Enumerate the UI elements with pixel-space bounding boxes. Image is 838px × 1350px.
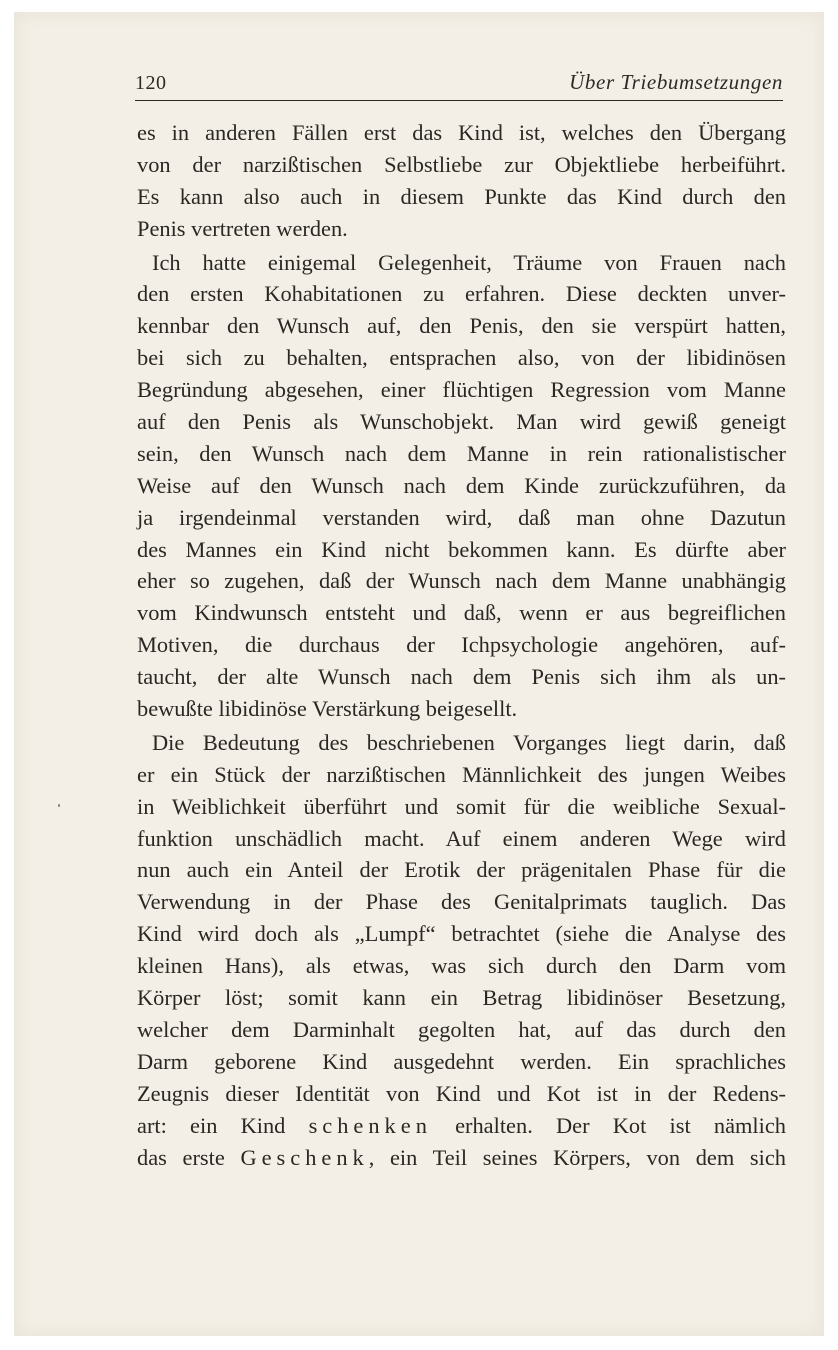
text-segment: , ein Teil seines Körpers, von dem sich bbox=[368, 1144, 787, 1170]
text-line: Penis vertreten werden. bbox=[137, 215, 348, 241]
text-line: Es kann also auch in diesem Punkte das Kind durch den bbox=[137, 183, 786, 209]
text-line: Zeugnis dieser Identität von Kind und Kot ist in der Redens- bbox=[137, 1080, 786, 1106]
text-line: Körper löst; somit kann ein Betrag libidinöser Besetzung, bbox=[137, 985, 786, 1011]
text-line: Verwendung in der Phase des Genitalprimats tauglich. Das bbox=[137, 889, 786, 915]
text-line-spaced-2 bbox=[137, 1142, 786, 1174]
text-line: eher so zugehen, daß der Wunsch nach dem Manne unabhängig bbox=[137, 568, 786, 594]
text-line: in Weiblichkeit überführt und somit für die weibliche Sexual- bbox=[137, 793, 786, 819]
text-line: Darm geborene Kind ausgedehnt werden. Ein sprachliches bbox=[137, 1048, 786, 1074]
text-line: kennbar den Wunsch auf, den Penis, den sie verspürt hatten, bbox=[137, 313, 786, 339]
text-line: er ein Stück der narzißtischen Männlichkeit des jungen Weibes bbox=[137, 761, 786, 787]
page-header bbox=[135, 70, 783, 101]
spaced-emphasis: schenken bbox=[308, 1112, 432, 1138]
text-line: Weise auf den Wunsch nach dem Kinde zurückzuführen, da bbox=[137, 472, 786, 498]
text-line-spaced-1 bbox=[137, 1110, 786, 1142]
text-line: bei sich zu behalten, entsprachen also, von der libidinösen bbox=[137, 345, 786, 371]
text-line: nun auch ein Anteil der Erotik der prägenitalen Phase für die bbox=[137, 857, 786, 883]
text-line: den ersten Kohabitationen zu erfahren. Diese deckten unver- bbox=[137, 281, 786, 307]
text-line: Begründung abgesehen, einer flüchtigen Regression vom Manne bbox=[137, 377, 786, 403]
text-line: vom Kindwunsch entsteht und daß, wenn er aus begreiflichen bbox=[137, 600, 786, 626]
text-line: auf den Penis als Wunschobjekt. Man wird gewiß geneigt bbox=[137, 409, 786, 435]
text-line: sein, den Wunsch nach dem Manne in rein rationalistischer bbox=[137, 440, 786, 466]
paragraph-container bbox=[137, 117, 786, 1110]
running-title: Über Triebumsetzungen bbox=[569, 70, 783, 94]
text-line: taucht, der alte Wunsch nach dem Penis sich ihm als un- bbox=[137, 664, 786, 690]
text-segment: das erste bbox=[137, 1144, 241, 1170]
text-line: von der narzißtischen Selbstliebe zur Objektliebe herbeiführt. bbox=[137, 151, 786, 177]
text-segment: art: ein Kind bbox=[137, 1112, 309, 1138]
text-line: ja irgendeinmal verstanden wird, daß man ohne Dazutun bbox=[137, 504, 786, 530]
spaced-emphasis: Geschenk bbox=[240, 1144, 369, 1170]
text-line: Ich hatte einigemal Gelegenheit, Träume von Frauen nach bbox=[152, 249, 786, 275]
text-segment: erhalten. Der Kot ist nämlich bbox=[431, 1112, 787, 1138]
body-text bbox=[137, 115, 786, 1173]
scan-speck bbox=[58, 804, 60, 807]
page-number: 120 bbox=[135, 72, 167, 94]
text-line: Die Bedeutung des beschriebenen Vorganges liegt darin, daß bbox=[152, 729, 786, 755]
text-line: Kind wird doch als „Lumpf“ betrachtet (siehe die Analyse des bbox=[137, 921, 786, 947]
paragraph bbox=[137, 247, 786, 725]
text-line: kleinen Hans), als etwas, was sich durch den Darm vom bbox=[137, 953, 786, 979]
paragraph bbox=[137, 117, 786, 245]
text-line: bewußte libidinöse Verstärkung beigesellt. bbox=[137, 696, 518, 722]
text-line: funktion unschädlich macht. Auf einem anderen Wege wird bbox=[137, 825, 786, 851]
paragraph bbox=[137, 727, 786, 1110]
text-line: welcher dem Darminhalt gegolten hat, auf das durch den bbox=[137, 1016, 786, 1042]
text-line: des Mannes ein Kind nicht bekommen kann. Es dürfte aber bbox=[137, 536, 786, 562]
text-line: Motiven, die durchaus der Ichpsychologie angehören, auf- bbox=[137, 632, 786, 658]
text-line: es in anderen Fällen erst das Kind ist, welches den Übergang bbox=[137, 120, 786, 145]
